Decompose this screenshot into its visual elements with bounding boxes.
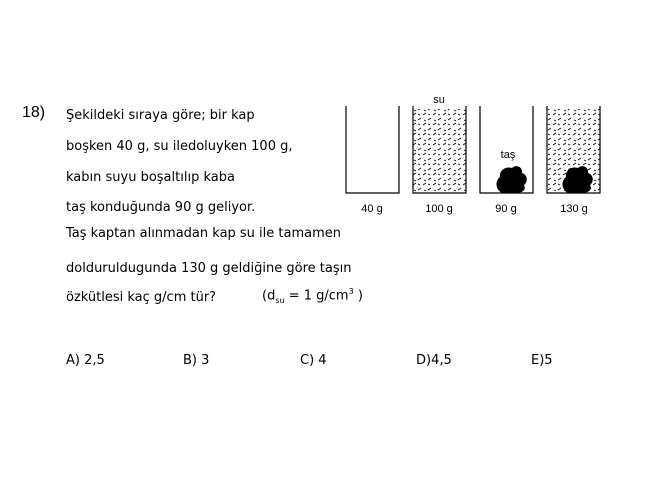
density-formula <box>262 287 363 305</box>
containers-svg <box>342 92 610 220</box>
question-line-6: dolduruldugunda 130 g geldiğine göre taşın <box>66 261 352 276</box>
label-water-stone: 130 g <box>560 203 588 215</box>
label-empty: 40 g <box>361 203 383 215</box>
option-d[interactable]: D)4,5 <box>416 353 452 368</box>
formula-close: ) <box>353 288 363 304</box>
option-a[interactable]: A) 2,5 <box>66 353 105 368</box>
container-empty <box>346 106 399 193</box>
formula-subscript: su <box>275 295 285 305</box>
formula-open: (d <box>262 288 276 304</box>
question-line-7: özkütlesi kaç g/cm tür? <box>66 290 217 305</box>
stone-label: taş <box>500 149 516 161</box>
formula-middle: = 1 g/cm <box>284 288 349 304</box>
question-line-1: Şekildeki sıraya göre; bir kap <box>66 108 255 123</box>
question-number: 18) <box>22 104 46 121</box>
label-water: 100 g <box>425 203 453 215</box>
question-line-3: kabın suyu boşaltılıp kaba <box>66 170 235 185</box>
option-c[interactable]: C) 4 <box>300 353 327 368</box>
question-line-2: boşken 40 g, su iledoluyken 100 g, <box>66 139 293 154</box>
container-stone <box>480 106 533 193</box>
water-label: su <box>433 94 445 106</box>
formula-superscript: 3 <box>348 287 354 296</box>
container-water <box>413 94 466 193</box>
container-water-stone <box>547 106 600 193</box>
label-stone: 90 g <box>495 203 517 215</box>
containers-figure <box>342 92 610 224</box>
question-line-5: Taş kaptan alınmadan kap su ile tamamen <box>66 226 342 241</box>
stone-shape <box>496 166 526 193</box>
question-line-4: taş konduğunda 90 g geliyor. <box>66 200 256 215</box>
option-b[interactable]: B) 3 <box>183 353 210 368</box>
option-e[interactable]: E)5 <box>531 353 553 368</box>
